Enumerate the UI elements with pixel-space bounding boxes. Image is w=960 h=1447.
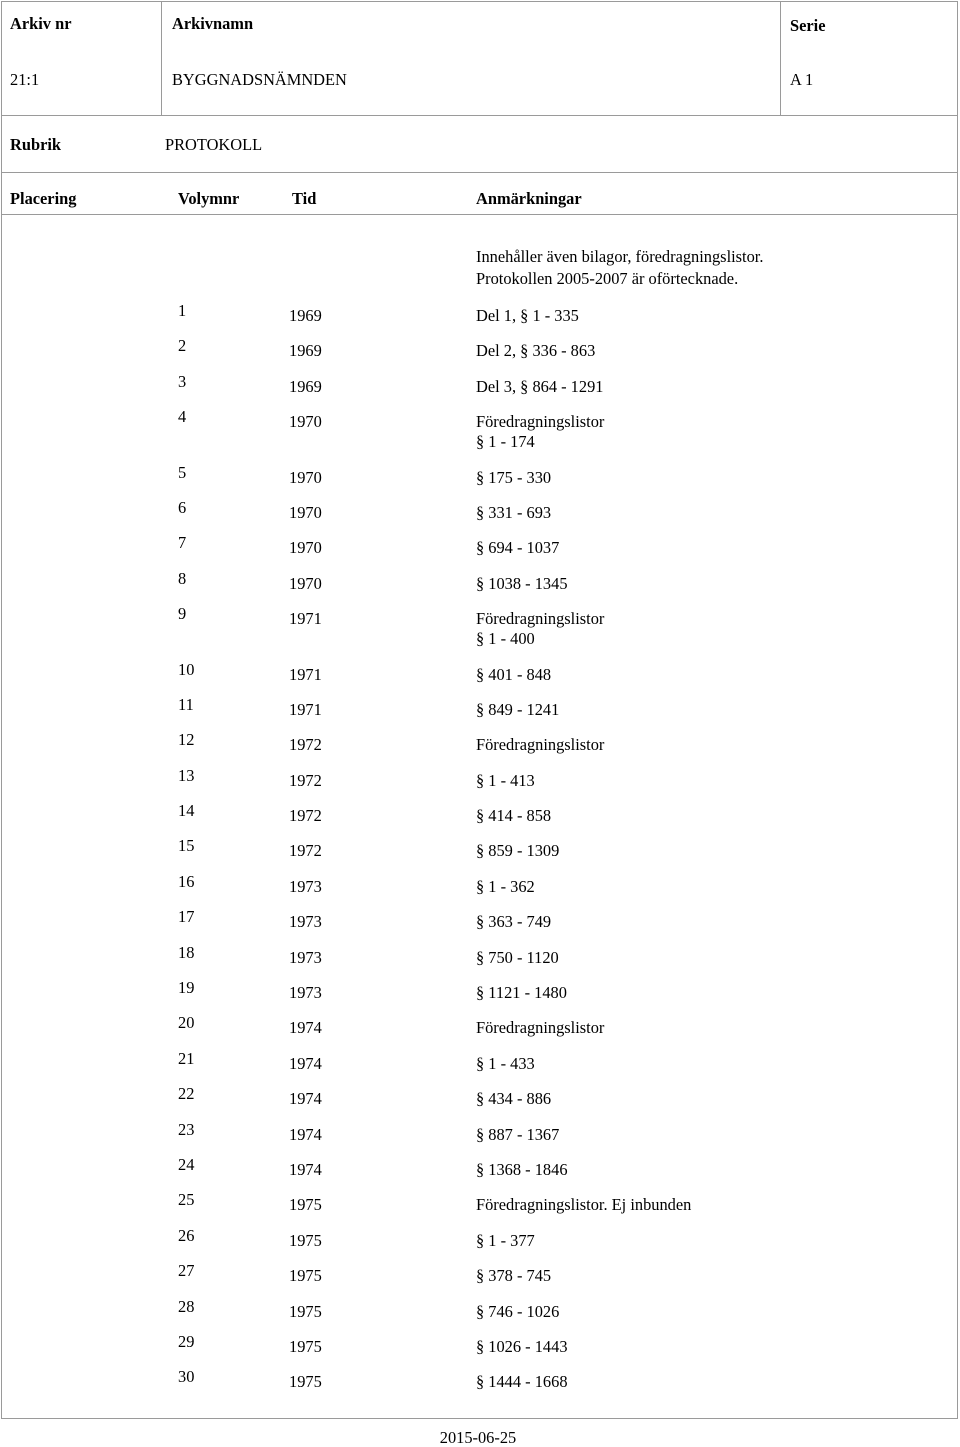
volume-year: 1971 [289, 699, 322, 719]
volume-number: 7 [178, 533, 187, 553]
volume-year: 1970 [289, 467, 322, 487]
volume-remarks [476, 468, 958, 488]
volume-year: 1973 [289, 947, 322, 967]
volume-remarks [476, 609, 958, 649]
remark-line: § 746 - 1026 [476, 1301, 560, 1321]
remark-line: § 849 - 1241 [476, 699, 560, 719]
volume-row [0, 907, 958, 947]
volume-number: 21 [178, 1048, 195, 1068]
volume-remarks [476, 735, 958, 755]
remark-line: Del 2, § 336 - 863 [476, 341, 596, 361]
volume-year: 1973 [289, 876, 322, 896]
remark-line: § 434 - 886 [476, 1089, 552, 1109]
volume-row [0, 1084, 958, 1124]
volume-number: 3 [178, 371, 187, 391]
volume-year: 1971 [289, 664, 322, 684]
remark-line: § 414 - 858 [476, 806, 552, 826]
volume-row [0, 1154, 958, 1195]
rubrik-value: PROTOKOLL [165, 135, 263, 154]
volume-year: 1974 [289, 1124, 322, 1144]
volume-remarks [476, 700, 958, 720]
volume-year: 1972 [289, 770, 322, 790]
volume-remarks [476, 1337, 958, 1357]
volume-year: 1974 [289, 1159, 322, 1179]
remark-line: Del 1, § 1 - 335 [476, 306, 579, 325]
remark-line: § 1 - 400 [476, 629, 535, 649]
volume-remarks [476, 1231, 958, 1251]
volume-row [0, 1331, 958, 1372]
volume-number: 28 [178, 1296, 195, 1316]
column-header-tid: Tid [292, 189, 317, 208]
arkiv-nr-label: Arkiv nr [10, 14, 72, 33]
volume-year: 1974 [289, 1089, 322, 1109]
volume-remarks [476, 1125, 958, 1145]
remark-line: Föredragningslistor. Ej inbunden [476, 1195, 692, 1215]
volume-remarks [476, 771, 958, 791]
rubrik-divider-line [1, 172, 958, 173]
remark-line: § 175 - 330 [476, 467, 552, 487]
remark-line: § 1 - 174 [476, 432, 535, 452]
remark-line: Del 3, § 864 - 1291 [476, 376, 604, 396]
volume-remarks [476, 412, 958, 452]
volume-row [0, 1048, 958, 1089]
volume-remarks [476, 806, 958, 826]
remark-line: Föredragningslistor [476, 735, 605, 755]
volume-number: 25 [178, 1190, 195, 1210]
volume-year: 1974 [289, 1018, 322, 1038]
volume-row [0, 659, 958, 700]
volume-row [0, 836, 958, 876]
volume-number: 6 [178, 497, 187, 517]
volume-row [0, 1225, 958, 1266]
volume-year: 1970 [289, 412, 322, 432]
volume-remarks [476, 841, 958, 861]
remark-line: § 1038 - 1345 [476, 573, 568, 593]
volume-row [0, 1367, 958, 1407]
remark-line: § 694 - 1037 [476, 538, 560, 558]
column-header-placering: Placering [10, 189, 77, 208]
remark-line: § 887 - 1367 [476, 1124, 560, 1144]
remark-line: § 401 - 848 [476, 664, 552, 684]
remark-line: § 378 - 745 [476, 1266, 552, 1286]
remark-line: § 1 - 377 [476, 1230, 535, 1250]
volume-remarks [476, 503, 958, 523]
volume-year: 1975 [289, 1336, 322, 1356]
remark-line: § 1026 - 1443 [476, 1336, 568, 1356]
remark-line: § 1 - 433 [476, 1053, 535, 1073]
serie-label: Serie [790, 16, 826, 35]
volume-remarks [476, 1089, 958, 1109]
volume-year: 1972 [289, 841, 322, 861]
volume-year: 1975 [289, 1266, 322, 1286]
volume-number: 29 [178, 1331, 195, 1351]
intro-note-line: Protokollen 2005-2007 är oförtecknade. [476, 269, 739, 288]
volume-row [0, 462, 958, 503]
volume-remarks [476, 377, 958, 397]
header-column-divider [161, 1, 162, 115]
volume-number: 12 [178, 730, 195, 750]
volume-number: 17 [178, 907, 195, 927]
remark-line: § 859 - 1309 [476, 841, 560, 861]
volume-remarks [476, 983, 958, 1003]
volume-row [0, 497, 958, 538]
remark-line: § 1368 - 1846 [476, 1159, 568, 1179]
volume-row [0, 801, 958, 841]
volume-number: 13 [178, 765, 195, 785]
volume-row [0, 694, 958, 735]
volume-row [0, 1296, 958, 1337]
volume-number: 8 [178, 568, 187, 588]
volume-row [0, 871, 958, 912]
intro-note-line: Innehåller även bilagor, föredragningslistor. [476, 247, 764, 266]
volume-row [0, 1261, 958, 1301]
volume-year: 1972 [289, 806, 322, 826]
volume-remarks [476, 1160, 958, 1180]
volume-year: 1969 [289, 376, 322, 396]
volume-number: 27 [178, 1261, 195, 1281]
volume-remarks [476, 1054, 958, 1074]
volume-number: 16 [178, 871, 195, 891]
remark-line: § 1 - 413 [476, 770, 535, 790]
column-header-anmarkningar: Anmärkningar [476, 189, 582, 208]
volume-number: 23 [178, 1119, 195, 1139]
volume-row [0, 1190, 958, 1230]
volume-number: 5 [178, 462, 187, 482]
frame-top-line [1, 1, 958, 2]
volume-number: 2 [178, 336, 187, 356]
volume-year: 1969 [289, 306, 322, 325]
column-header-divider-line [1, 214, 958, 215]
volume-row [0, 336, 958, 376]
volume-year: 1970 [289, 538, 322, 558]
volume-remarks [476, 1195, 958, 1215]
volume-remarks [476, 948, 958, 968]
volume-row [0, 730, 958, 770]
footer-date: 2015-06-25 [439, 1428, 517, 1447]
volume-year: 1970 [289, 502, 322, 522]
rubrik-label: Rubrik [10, 135, 62, 154]
volume-number: 1 [178, 301, 187, 320]
volume-year: 1975 [289, 1195, 322, 1215]
volume-number: 10 [178, 659, 195, 679]
volume-remarks [476, 665, 958, 685]
volume-year: 1970 [289, 573, 322, 593]
volume-number: 15 [178, 836, 195, 856]
header-divider-line [1, 115, 958, 116]
volume-year: 1975 [289, 1230, 322, 1250]
remark-line: § 1 - 362 [476, 876, 535, 896]
volume-row [0, 568, 958, 609]
volume-year: 1972 [289, 735, 322, 755]
volume-number: 19 [178, 978, 195, 998]
volume-row [0, 978, 958, 1018]
volume-number: 30 [178, 1367, 195, 1387]
volume-number: 4 [178, 407, 187, 427]
arkiv-nr-value: 21:1 [10, 70, 40, 89]
volume-row [0, 533, 958, 573]
volume-remarks [476, 1302, 958, 1322]
volume-number: 9 [178, 604, 187, 624]
volume-row [0, 371, 958, 412]
volume-row [0, 604, 958, 664]
volume-year: 1975 [289, 1301, 322, 1321]
remark-line: Föredragningslistor [476, 1018, 605, 1038]
volume-row [0, 1119, 958, 1160]
volume-remarks [476, 341, 958, 361]
volume-remarks [476, 1018, 958, 1038]
volume-number: 11 [178, 694, 194, 714]
volume-number: 22 [178, 1084, 195, 1104]
volume-row [0, 765, 958, 806]
remark-line: § 331 - 693 [476, 502, 552, 522]
volume-remarks [476, 912, 958, 932]
volume-year: 1971 [289, 609, 322, 629]
remark-line: § 750 - 1120 [476, 947, 559, 967]
volume-year: 1969 [289, 341, 322, 361]
frame-bottom-line [1, 1418, 958, 1419]
volume-number: 14 [178, 801, 195, 821]
volume-remarks [476, 538, 958, 558]
arkivnamn-label: Arkivnamn [172, 14, 254, 33]
remark-line: § 1121 - 1480 [476, 983, 567, 1003]
serie-value: A 1 [790, 70, 814, 89]
volume-remarks [476, 1372, 958, 1392]
volume-remarks [476, 306, 958, 326]
volume-number: 20 [178, 1013, 195, 1033]
intro-note [476, 246, 763, 290]
volume-row [0, 1013, 958, 1053]
volume-remarks [476, 1266, 958, 1286]
arkivnamn-value: BYGGNADSNÄMNDEN [172, 70, 347, 89]
volume-year: 1974 [289, 1053, 322, 1073]
volume-remarks [476, 574, 958, 594]
volume-year: 1973 [289, 983, 322, 1003]
volume-number: 18 [178, 942, 195, 962]
remark-line: Föredragningslistor [476, 412, 605, 432]
volume-number: 26 [178, 1225, 195, 1245]
header-column-divider [780, 1, 781, 115]
remark-line: § 363 - 749 [476, 912, 552, 932]
remark-line: § 1444 - 1668 [476, 1372, 568, 1392]
volume-row [0, 301, 958, 341]
volume-year: 1973 [289, 912, 322, 932]
volume-list [0, 301, 958, 1408]
volume-number: 24 [178, 1154, 195, 1174]
remark-line: Föredragningslistor [476, 609, 605, 629]
column-header-volymnr: Volymnr [178, 189, 240, 208]
volume-row [0, 407, 958, 467]
volume-year: 1975 [289, 1372, 322, 1392]
volume-remarks [476, 877, 958, 897]
volume-row [0, 942, 958, 983]
